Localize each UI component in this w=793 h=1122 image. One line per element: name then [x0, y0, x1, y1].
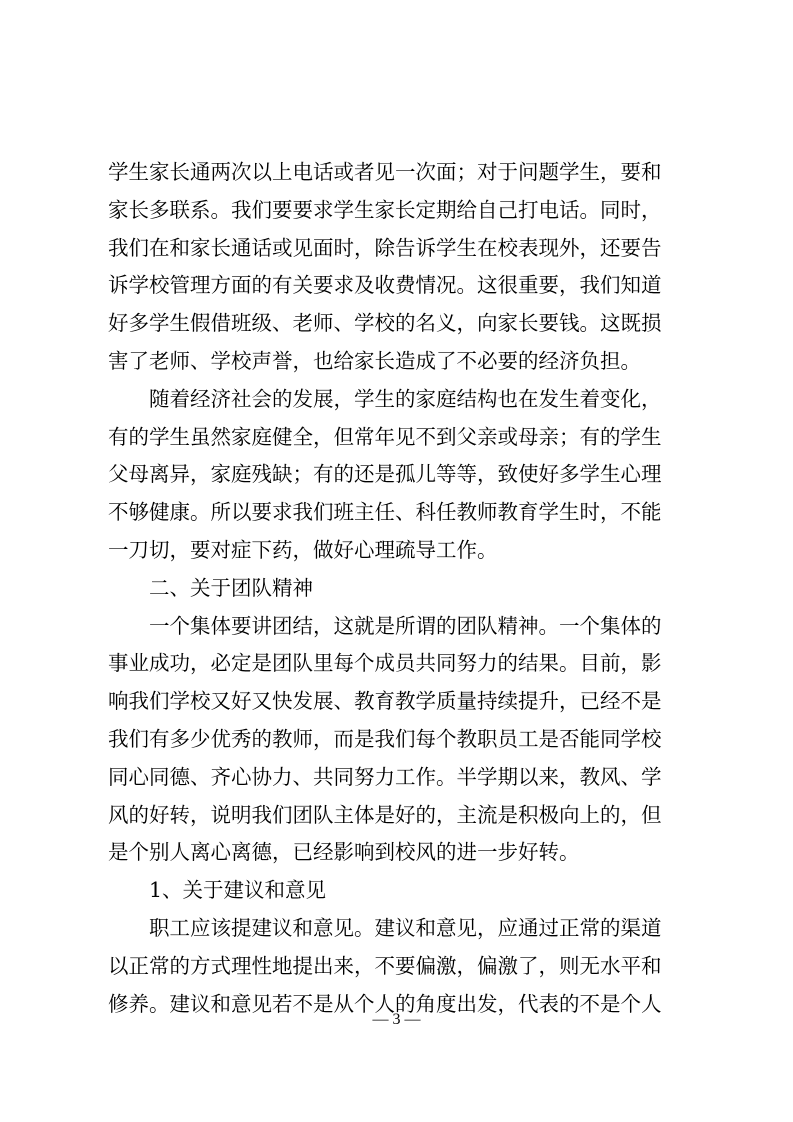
text-line: 我们有多少优秀的教师，而是我们每个教职员工是否能同学校 [108, 726, 662, 751]
text-line: 同心同德、齐心协力、共同努力工作。半学期以来，教风、学 [108, 764, 662, 789]
text-line: 害了老师、学校声誉，也给家长造成了不必要的经济负担。 [108, 348, 641, 373]
text-line: 修养。建议和意见若不是从个人的角度出发，代表的不是个人 [108, 991, 662, 1016]
paragraph-start-line: 随着经济社会的发展，学生的家庭结构也在发生着变化， [149, 386, 662, 411]
document-body [108, 154, 693, 1023]
text-line: 诉学校管理方面的有关要求及收费情况。这很重要，我们知道 [108, 273, 662, 298]
page-number: — 3 — [372, 1011, 421, 1028]
paragraph-start-line: 一个集体要讲团结，这就是所谓的团队精神。一个集体的 [149, 613, 662, 638]
text-line: 事业成功，必定是团队里每个成员共同努力的结果。目前，影 [108, 651, 662, 676]
paragraph-start-line: 职工应该提建议和意见。建议和意见，应通过正常的渠道 [149, 915, 662, 940]
section-heading: 二、关于团队精神 [149, 575, 313, 600]
text-line: 一刀切，要对症下药，做好心理疏导工作。 [108, 537, 498, 562]
text-line: 风的好转，说明我们团队主体是好的，主流是积极向上的，但 [108, 802, 662, 827]
text-line: 学生家长通两次以上电话或者见一次面；对于问题学生，要和 [108, 160, 662, 184]
text-line: 不够健康。所以要求我们班主任、科任教师教育学生时，不能 [108, 500, 662, 525]
text-line: 响我们学校又好又快发展、教育教学质量持续提升，已经不是 [108, 689, 662, 714]
subsection-heading: 1、关于建议和意见 [149, 878, 327, 903]
text-line: 是个别人离心离德，已经影响到校风的进一步好转。 [108, 840, 580, 865]
text-line: 父母离异，家庭残缺；有的还是孤儿等等，致使好多学生心理 [108, 462, 662, 487]
text-line: 我们在和家长通话或见面时，除告诉学生在校表现外，还要告 [108, 235, 662, 260]
text-line: 好多学生假借班级、老师、学校的名义，向家长要钱。这既损 [108, 311, 662, 336]
text-line: 有的学生虽然家庭健全，但常年见不到父亲或母亲；有的学生 [108, 424, 662, 449]
text-line: 家长多联系。我们要要求学生家长定期给自己打电话。同时， [108, 197, 662, 222]
text-line: 以正常的方式理性地提出来，不要偏激，偏激了，则无水平和 [108, 953, 662, 978]
